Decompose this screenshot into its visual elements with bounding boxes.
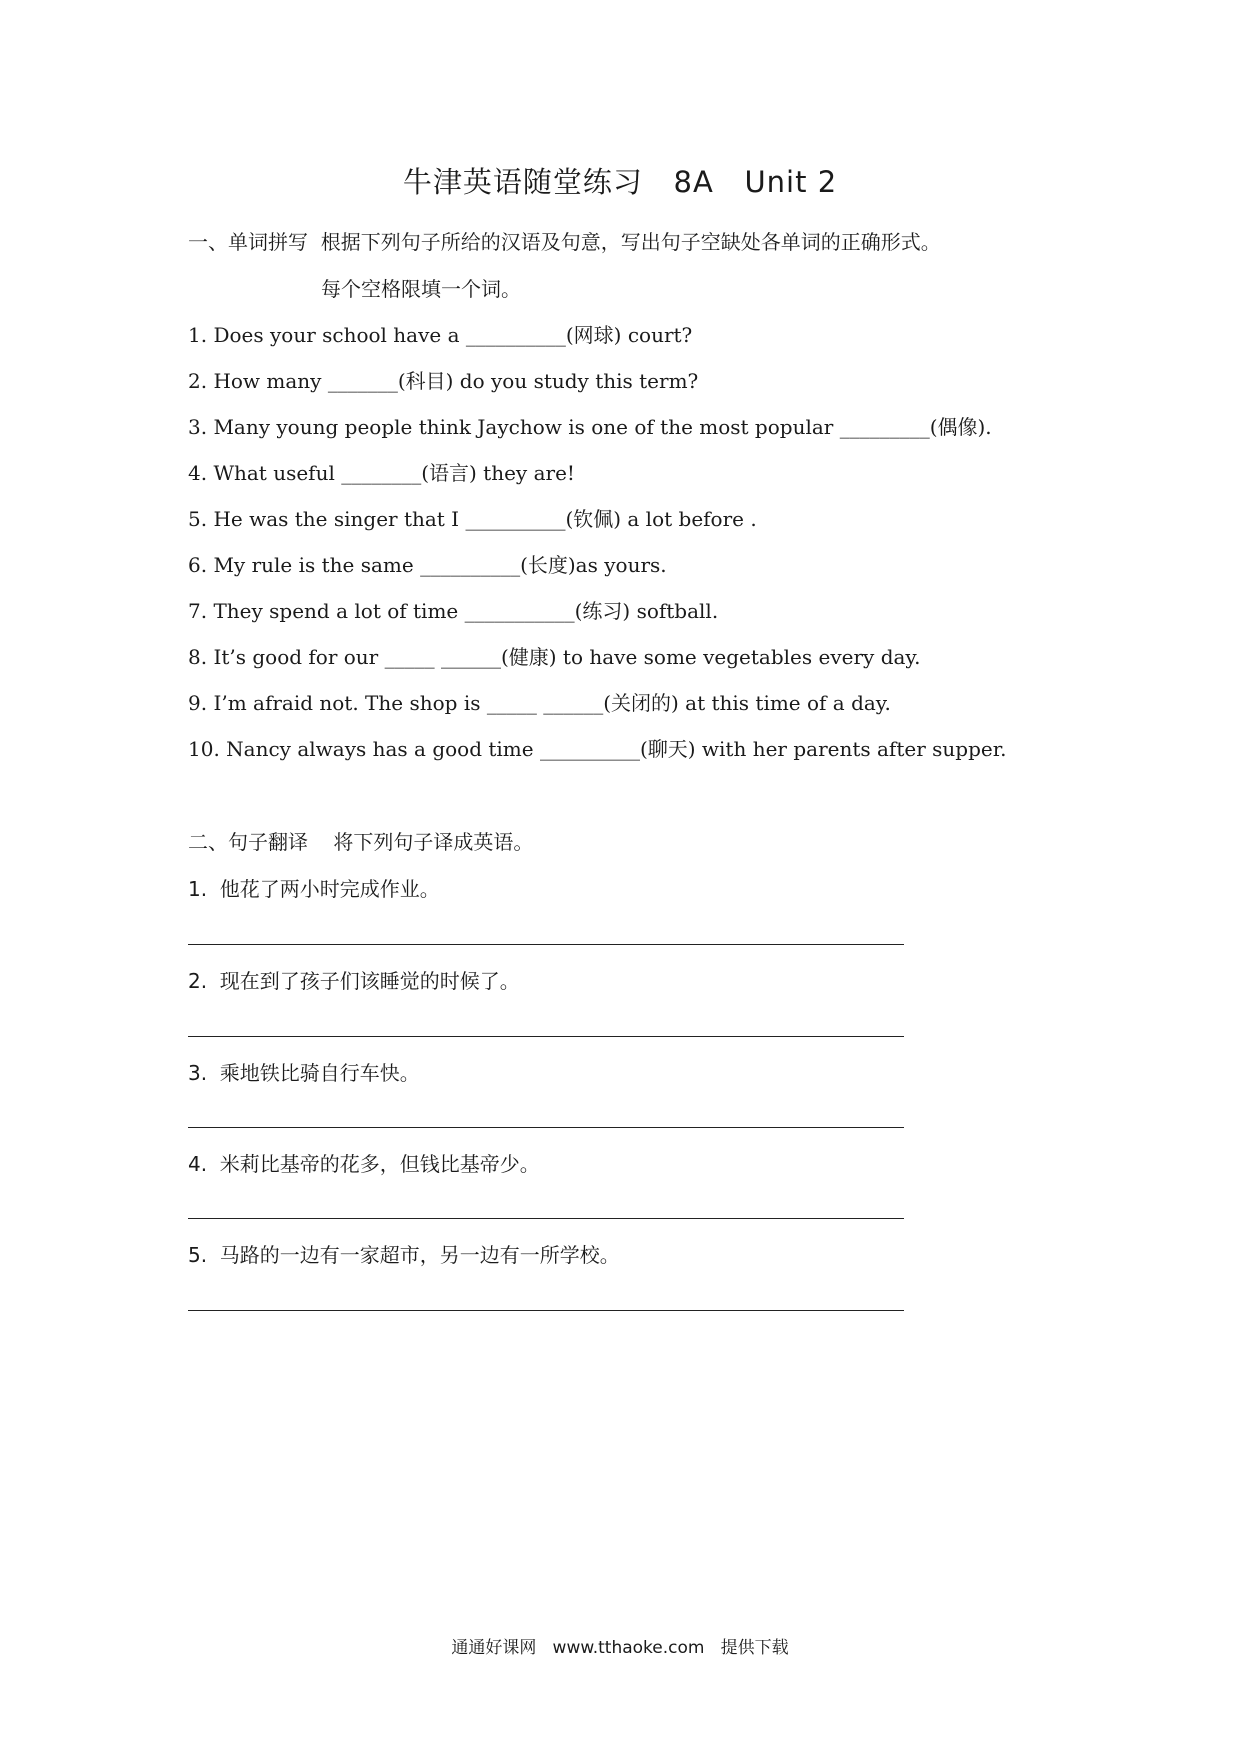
- translation-item-2: 2. 现在到了孩子们该睡觉的时候了。: [188, 969, 520, 993]
- vocab-item-9: 9. I’m afraid not. The shop is _____ ______(关闭的) at this time of a day.: [188, 691, 891, 715]
- vocab-item-10: 10. Nancy always has a good time __________(聊天) with her parents after supper.: [188, 737, 1007, 761]
- translation-item-1: 1. 他花了两小时完成作业。: [188, 877, 440, 901]
- answer-line-1[interactable]: [188, 944, 904, 945]
- section1-subheading: 每个空格限填一个词。: [321, 277, 521, 301]
- page-title: 牛津英语随堂练习 8A Unit 2: [402, 165, 838, 199]
- vocab-item-6: 6. My rule is the same __________(长度)as yours.: [188, 553, 667, 577]
- section1-heading: 一、单词拼写 根据下列句子所给的汉语及句意，写出句子空缺处各单词的正确形式。: [188, 230, 941, 254]
- vocab-item-3: 3. Many young people think Jaychow is one of the most popular _________(偶像).: [188, 415, 992, 439]
- vocab-item-4: 4. What useful ________(语言) they are!: [188, 461, 575, 485]
- section2-heading: 二、句子翻译 将下列句子译成英语。: [188, 830, 534, 854]
- vocab-item-1: 1. Does your school have a __________(网球) court?: [188, 323, 693, 347]
- footer-credit: 通通好课网 www.tthaoke.com 提供下载: [451, 1638, 789, 1658]
- vocab-item-8: 8. It’s good for our _____ ______(健康) to have some vegetables every day.: [188, 645, 921, 669]
- vocab-item-5: 5. He was the singer that I __________(钦佩) a lot before .: [188, 507, 757, 531]
- answer-line-2[interactable]: [188, 1036, 904, 1037]
- translation-item-5: 5. 马路的一边有一家超市，另一边有一所学校。: [188, 1243, 620, 1267]
- answer-line-5[interactable]: [188, 1310, 904, 1311]
- vocab-item-7: 7. They spend a lot of time ___________(练习) softball.: [188, 599, 719, 623]
- answer-line-3[interactable]: [188, 1127, 904, 1128]
- translation-item-3: 3. 乘地铁比骑自行车快。: [188, 1061, 420, 1085]
- answer-line-4[interactable]: [188, 1218, 904, 1219]
- vocab-item-2: 2. How many _______(科目) do you study this term?: [188, 369, 699, 393]
- translation-item-4: 4. 米莉比基帝的花多，但钱比基帝少。: [188, 1152, 540, 1176]
